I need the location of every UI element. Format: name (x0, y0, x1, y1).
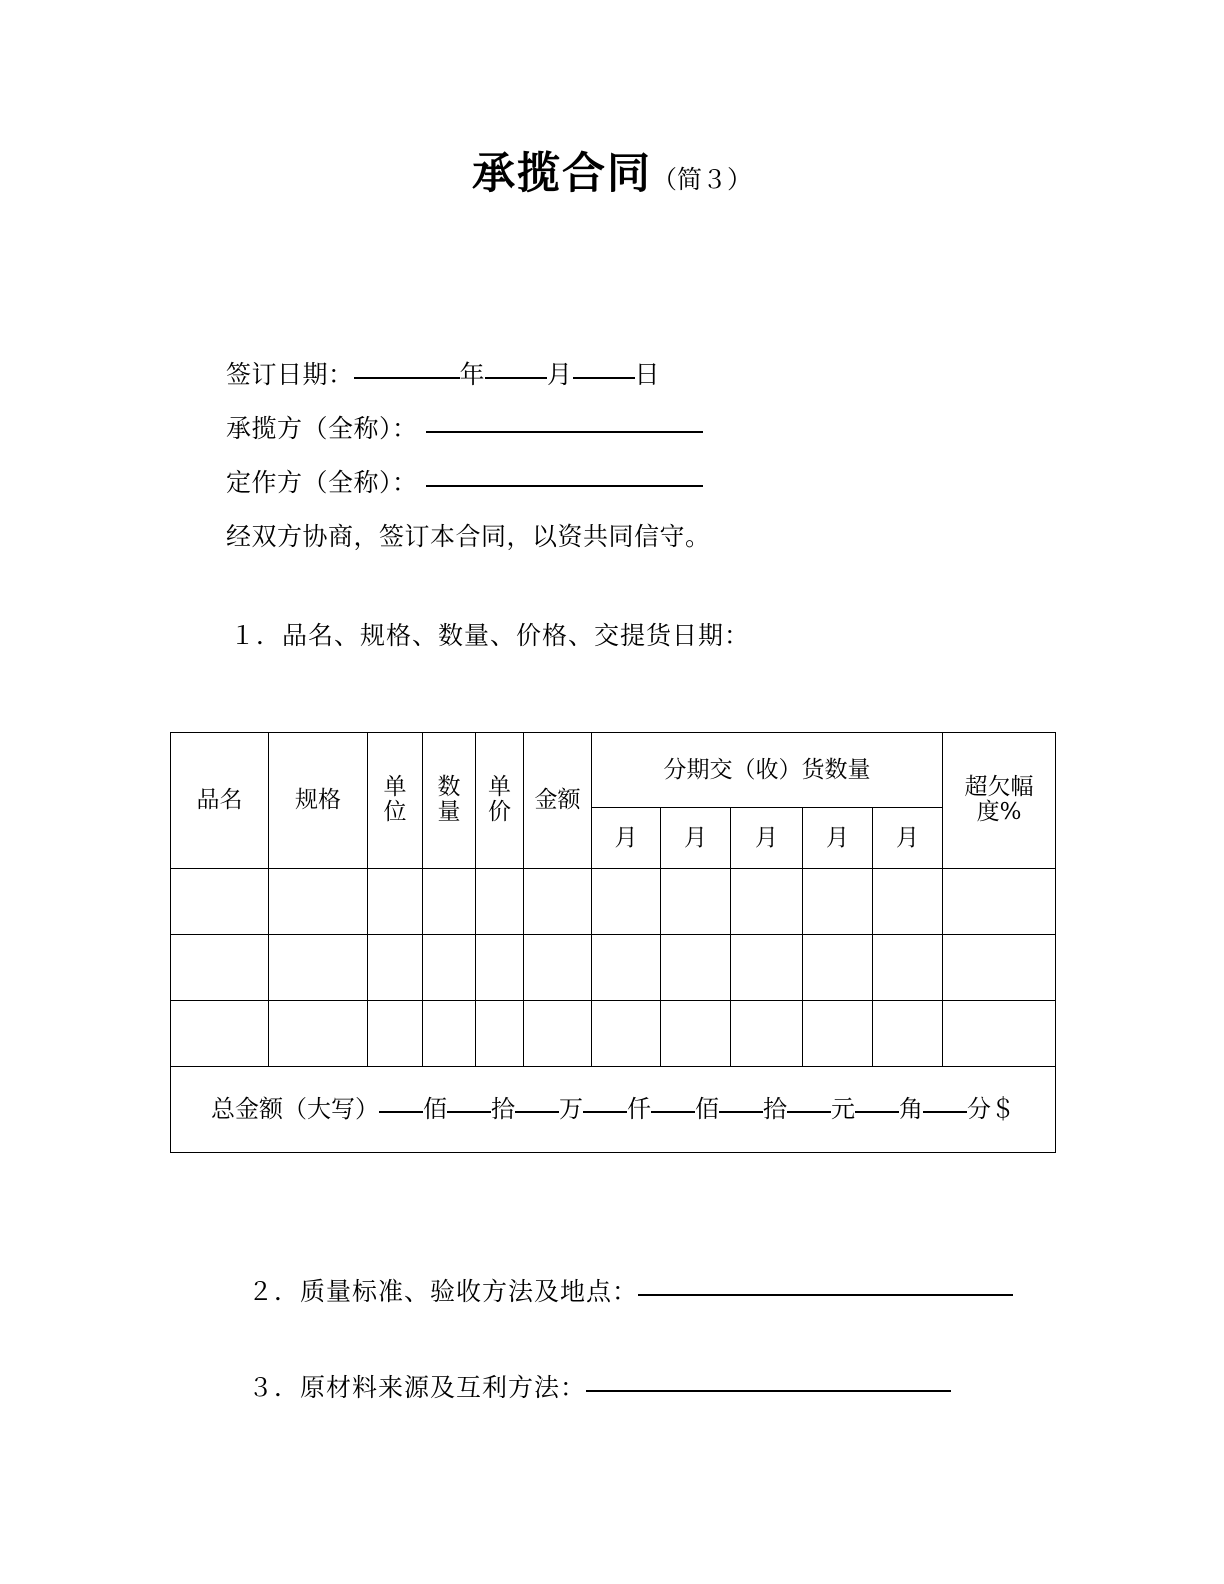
header-product-name: 品名 (171, 733, 269, 869)
total-blank-fen[interactable] (923, 1111, 967, 1113)
table-header-row-1 (171, 733, 1056, 808)
header-installment-group: 分期交（收）货数量 (592, 733, 943, 808)
total-unit-8: 角 (899, 1094, 924, 1123)
header-excess-shortage (943, 733, 1056, 869)
total-unit-1: 佰 (423, 1094, 448, 1123)
header-quantity-line2: 量 (437, 798, 461, 825)
table-row (171, 935, 1056, 1001)
section-2-label: ２．质量标准、验收方法及地点： (248, 1277, 639, 1306)
table-row (171, 1001, 1056, 1067)
cell-unit-price[interactable] (476, 869, 524, 935)
cell-spec[interactable] (269, 935, 368, 1001)
contractor-line (226, 402, 1026, 456)
total-blank-bai[interactable] (651, 1111, 695, 1113)
total-blank-qian[interactable] (583, 1111, 627, 1113)
header-quantity-line1: 数 (437, 774, 461, 801)
month-unit-label: 月 (547, 360, 573, 389)
total-unit-4: 仟 (627, 1094, 652, 1123)
total-blank-jiao[interactable] (855, 1111, 899, 1113)
header-unit-line2: 位 (383, 798, 407, 825)
cell-unit[interactable] (368, 935, 423, 1001)
section-2-blank[interactable] (638, 1294, 1013, 1296)
total-blank-yuan[interactable] (787, 1111, 831, 1113)
total-unit-5: 佰 (695, 1094, 720, 1123)
cell-excess[interactable] (943, 1001, 1056, 1067)
header-spec: 规格 (269, 733, 368, 869)
cell-month-1[interactable] (592, 1001, 661, 1067)
total-blank-shi[interactable] (719, 1111, 763, 1113)
header-month-3: 月 (731, 808, 803, 869)
sign-date-year-blank[interactable] (354, 377, 460, 379)
sign-date-month-blank[interactable] (485, 377, 547, 379)
cell-amount[interactable] (524, 1001, 592, 1067)
page-title (0, 140, 1224, 201)
cell-quantity[interactable] (423, 1001, 476, 1067)
total-amount-cell (171, 1067, 1056, 1153)
goods-table-wrapper (170, 732, 1055, 1153)
section-1-heading: １．品名、规格、数量、价格、交提货日期： (230, 621, 751, 650)
total-unit-3: 万 (559, 1094, 584, 1123)
header-unit-price-stack (488, 775, 511, 825)
day-unit-label: 日 (634, 360, 661, 389)
cell-product-name[interactable] (171, 935, 269, 1001)
header-unit-line1: 单 (383, 774, 407, 801)
header-unit (368, 733, 423, 869)
cell-month-2[interactable] (661, 869, 731, 935)
table-total-row (171, 1067, 1056, 1153)
header-quantity-stack (438, 775, 461, 825)
cell-unit[interactable] (368, 869, 423, 935)
cell-product-name[interactable] (171, 1001, 269, 1067)
header-month-4: 月 (803, 808, 873, 869)
agreement-statement: 经双方协商，签订本合同，以资共同信守。 (226, 522, 711, 551)
header-excess-stack (965, 775, 1034, 825)
goods-table (170, 732, 1056, 1153)
header-unit-price-line1: 单 (488, 774, 511, 801)
cell-spec[interactable] (269, 869, 368, 935)
header-month-5: 月 (873, 808, 943, 869)
header-unit-stack (384, 775, 407, 825)
total-unit-9: 分 (967, 1094, 992, 1123)
header-month-2: 月 (661, 808, 731, 869)
total-unit-7: 元 (831, 1094, 856, 1123)
cell-unit-price[interactable] (476, 1001, 524, 1067)
cell-month-4[interactable] (803, 935, 873, 1001)
table-row (171, 869, 1056, 935)
total-unit-6: 拾 (763, 1094, 788, 1123)
section-2-line (248, 1272, 1013, 1308)
cell-product-name[interactable] (171, 869, 269, 935)
cell-month-2[interactable] (661, 935, 731, 1001)
cell-quantity[interactable] (423, 869, 476, 935)
header-unit-price-line2: 价 (488, 798, 511, 825)
sign-date-label: 签订日期： (226, 360, 354, 389)
client-line (226, 456, 1026, 510)
title-main-text: 承揽合同 (471, 149, 652, 199)
cell-month-5[interactable] (873, 935, 943, 1001)
section-3-label: ３．原材料来源及互利方法： (248, 1373, 587, 1402)
client-label: 定作方（全称）： (226, 468, 418, 497)
title-sub-text: （简３） (651, 165, 752, 194)
cell-month-5[interactable] (873, 1001, 943, 1067)
cell-month-1[interactable] (592, 935, 661, 1001)
year-unit-label: 年 (459, 360, 486, 389)
cell-month-3[interactable] (731, 935, 803, 1001)
total-blank-bai-wan[interactable] (379, 1111, 423, 1113)
contractor-name-blank[interactable] (426, 431, 703, 433)
cell-month-3[interactable] (731, 869, 803, 935)
cell-amount[interactable] (524, 869, 592, 935)
sign-date-day-blank[interactable] (573, 377, 635, 379)
cell-spec[interactable] (269, 1001, 368, 1067)
cell-excess[interactable] (943, 869, 1056, 935)
header-excess-line2: 度% (976, 798, 1022, 825)
client-name-blank[interactable] (426, 485, 703, 487)
cell-month-1[interactable] (592, 869, 661, 935)
cell-unit[interactable] (368, 1001, 423, 1067)
sign-date-line (226, 348, 1026, 402)
total-unit-2: 拾 (491, 1094, 516, 1123)
cell-excess[interactable] (943, 935, 1056, 1001)
cell-amount[interactable] (524, 935, 592, 1001)
cell-month-4[interactable] (803, 869, 873, 935)
total-amount-label: 总金额（大写） (211, 1094, 380, 1123)
cell-month-2[interactable] (661, 1001, 731, 1067)
contractor-label: 承揽方（全称）： (226, 414, 418, 443)
cell-month-5[interactable] (873, 869, 943, 935)
cell-month-3[interactable] (731, 1001, 803, 1067)
header-quantity (423, 733, 476, 869)
header-amount: 金额 (524, 733, 592, 869)
total-blank-wan[interactable] (515, 1111, 559, 1113)
cell-unit-price[interactable] (476, 935, 524, 1001)
preamble-block (226, 348, 1026, 564)
currency-symbol: ＄ (991, 1094, 1016, 1123)
cell-quantity[interactable] (423, 935, 476, 1001)
section-3-line (248, 1368, 951, 1404)
section-3-blank[interactable] (586, 1390, 951, 1392)
cell-month-4[interactable] (803, 1001, 873, 1067)
header-excess-line1: 超欠幅 (964, 774, 1034, 801)
header-month-1: 月 (592, 808, 661, 869)
header-unit-price (476, 733, 524, 869)
total-blank-shi-wan[interactable] (447, 1111, 491, 1113)
